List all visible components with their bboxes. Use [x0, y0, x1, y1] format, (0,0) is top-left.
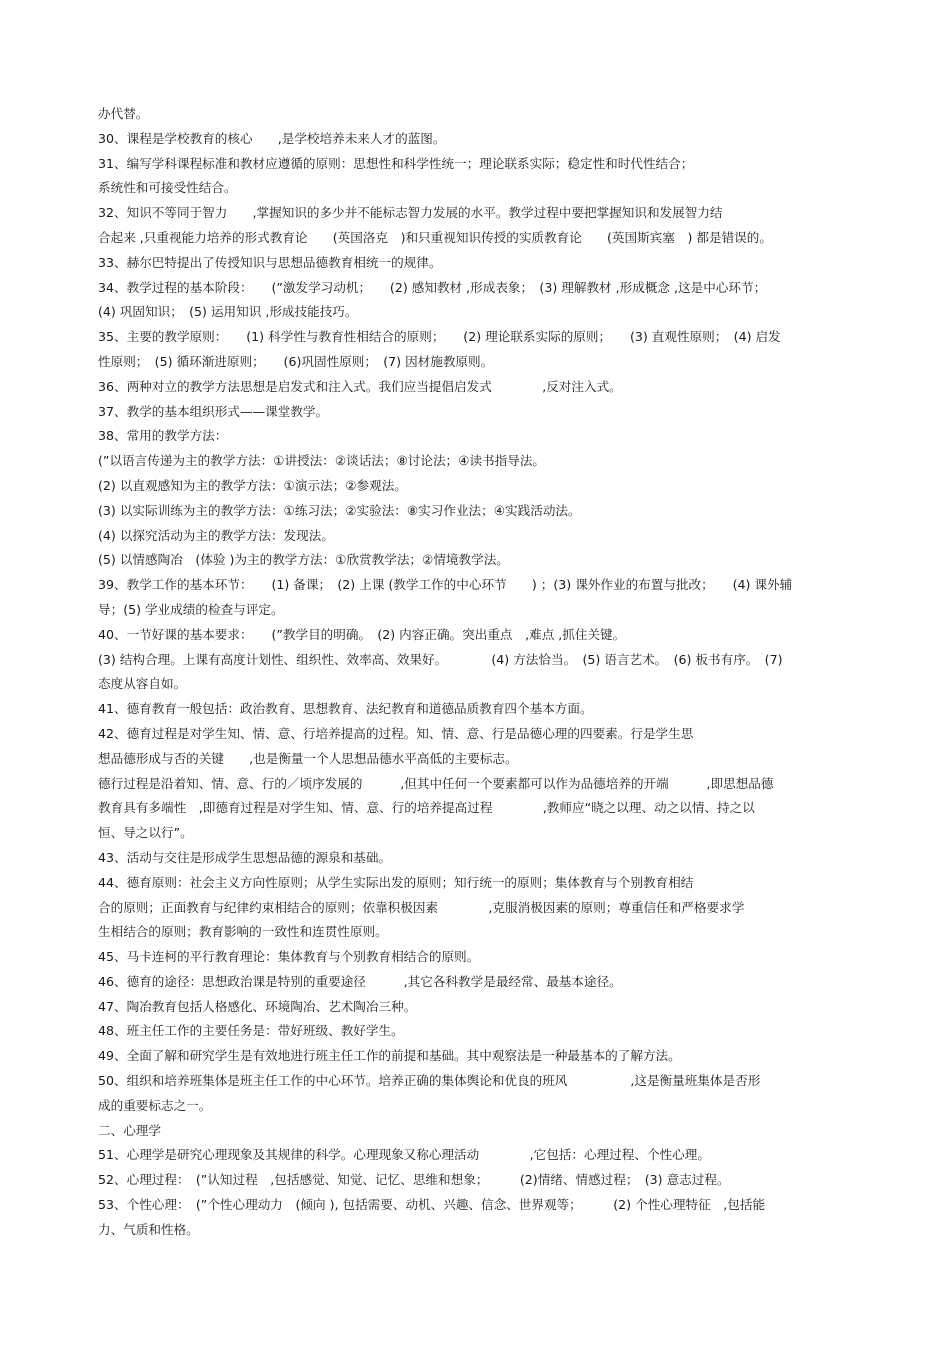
text-line: 系统性和可接受性结合。	[98, 180, 237, 196]
text-line: 38、常用的教学方法：	[98, 428, 228, 444]
text-line: 恒、导之以行”。	[98, 825, 193, 841]
text-line: 36、两种对立的教学方法思想是启发式和注入式。我们应当提倡启发式 ,反对注入式。	[98, 378, 622, 394]
text-line: 46、德育的途径：思想政治课是特别的重要途径 ,其它各科教学是最经常、最基本途径。	[98, 973, 622, 989]
text-line: 合起来 ,只重视能力培养的形式教育论 (英国洛克 )和只重视知识传授的实质教育论 (英国斯宾塞 ) 都是错误的。	[98, 229, 772, 245]
text-line: 办代替。	[98, 106, 149, 121]
text-line: (2) 以直观感知为主的教学方法：①演示法；②参观法。	[98, 477, 407, 493]
text-line: 43、活动与交往是形成学生思想品德的源泉和基础。	[98, 849, 392, 865]
text-line: (4) 巩固知识； (5) 运用知识 ,形成技能技巧。	[98, 304, 358, 320]
text-line: 37、教学的基本组织形式——课堂教学。	[98, 403, 329, 419]
text-line: 30、课程是学校教育的核心 ,是学校培养未来人才的蓝图。	[98, 130, 446, 146]
text-line: 45、马卡连柯的平行教育理论：集体教育与个别教育相结合的原则。	[98, 949, 480, 965]
text-line: 力、气质和性格。	[98, 1221, 199, 1237]
text-line: 41、德育教育一般包括：政治教育、思想教育、法纪教育和道德品质教育四个基本方面。	[98, 701, 593, 717]
text-line: (4) 以探究活动为主的教学方法：发现法。	[98, 527, 334, 543]
text-line: 35、主要的教学原则： (1) 科学性与教育性相结合的原则； (2) 理论联系实际的原则； (3) 直观性原则； (4) 启发	[98, 329, 781, 345]
text-line: 42、德育过程是对学生知、情、意、行培养提高的过程。知、情、意、行是品德心理的四要素。行是学生思	[98, 725, 694, 741]
text-line: 49、全面了解和研究学生是有效地进行班主任工作的前提和基础。其中观察法是一种最基本的了解方法。	[98, 1048, 681, 1064]
text-line: 态度从容自如。	[98, 676, 187, 692]
text-line: 性原则； (5) 循环渐进原则； (6)巩固性原则； (7) 因材施教原则。	[98, 353, 494, 369]
text-line: 导；(5) 学业成绩的检查与评定。	[98, 601, 284, 617]
text-line: 教育具有多端性 ,即德育过程是对学生知、情、意、行的培养提高过程 ,教师应“晓之以理、动之以情、持之以	[98, 800, 755, 816]
text-line: 德行过程是沿着知、情、意、行的／顷序发展的 ,但其中任何一个要素都可以作为品德培养的开端 ,即思想品德	[98, 775, 774, 791]
text-line: (”以语言传递为主的教学方法：①讲授法：②谈话法；⑧讨论法；④读书指导法。	[98, 453, 546, 469]
text-line: 44、德育原则：社会主义方向性原则；从学生实际出发的原则；知行统一的原则；集体教育与个别教育相结	[98, 874, 694, 890]
text-line: 34、教学过程的基本阶段： (”激发学习动机； (2) 感知教材 ,形成表象； (3) 理解教材 ,形成概念 ,这是中心环节；	[98, 279, 767, 295]
text-line: 48、班主任工作的主要任务是：带好班级、教好学生。	[98, 1023, 404, 1039]
text-line: 50、组织和培养班集体是班主任工作的中心环节。培养正确的集体舆论和优良的班风 ,这是衡量班集体是否形	[98, 1073, 761, 1089]
text-line: 39、教学工作的基本环节： (1) 备课； (2) 上课 (教学工作的中心环节 ) ；(3) 课外作业的布置与批改； (4) 课外辅	[98, 577, 793, 593]
text-line: 31、编写学科课程标准和教材应遵循的原则：思想性和科学性统一；理论联系实际；稳定性和时代性结合；	[98, 155, 694, 171]
text-line: 成的重要标志之一。	[98, 1097, 212, 1113]
text-line: 40、一节好课的基本要求： (”教学目的明确。 (2) 内容正确。突出重点 ,难点 ,抓住关键。	[98, 626, 626, 642]
text-line: 33、赫尔巴特提出了传授知识与思想品德教育相统一的规律。	[98, 254, 442, 270]
text-line: 32、知识不等同于智力 ,掌握知识的多少并不能标志智力发展的水平。教学过程中要把掌握知识和发展智力结	[98, 205, 723, 221]
text-line: 47、陶冶教育包括人格感化、环境陶冶、艺术陶冶三种。	[98, 998, 417, 1014]
text-line: 合的原则；正面教育与纪律约束相结合的原则；依靠积极因素 ,克服消极因素的原则；尊重信任和严格要求学	[98, 899, 745, 915]
text-line: (3) 结构合理。上课有高度计划性、组织性、效率高、效果好。 (4) 方法恰当。 (5) 语言艺术。 (6) 板书有序。 (7)	[98, 651, 783, 667]
text-line: 生相结合的原则；教育影响的一致性和连贯性原则。	[98, 924, 388, 940]
text-line: (5) 以情感陶冶 (体验 )为主的教学方法：①欣赏教学法；②情境教学法。	[98, 552, 509, 568]
text-line: 想品德形成与否的关键 ,也是衡量一个人思想品德水平高低的主要标志。	[98, 750, 518, 766]
text-line: 51、心理学是研究心理现象及其规律的科学。心理现象又称心理活动 ,它包括：心理过程、个性心理。	[98, 1147, 710, 1163]
text-line: 53、个性心理： (”个性心理动力 (倾向 ), 包括需要、动机、兴趣、信念、世界观等； (2) 个性心理特征 ,包括能	[98, 1197, 766, 1213]
text-line: 52、心理过程： (”认知过程 ,包括感觉、知觉、记忆、思维和想象； (2)情绪、情感过程； (3) 意志过程。	[98, 1172, 730, 1188]
text-line: (3) 以实际训练为主的教学方法：①练习法；②实验法：⑧实习作业法；④实践活动法。	[98, 502, 581, 518]
section-heading: 二、心理学	[98, 1122, 161, 1138]
